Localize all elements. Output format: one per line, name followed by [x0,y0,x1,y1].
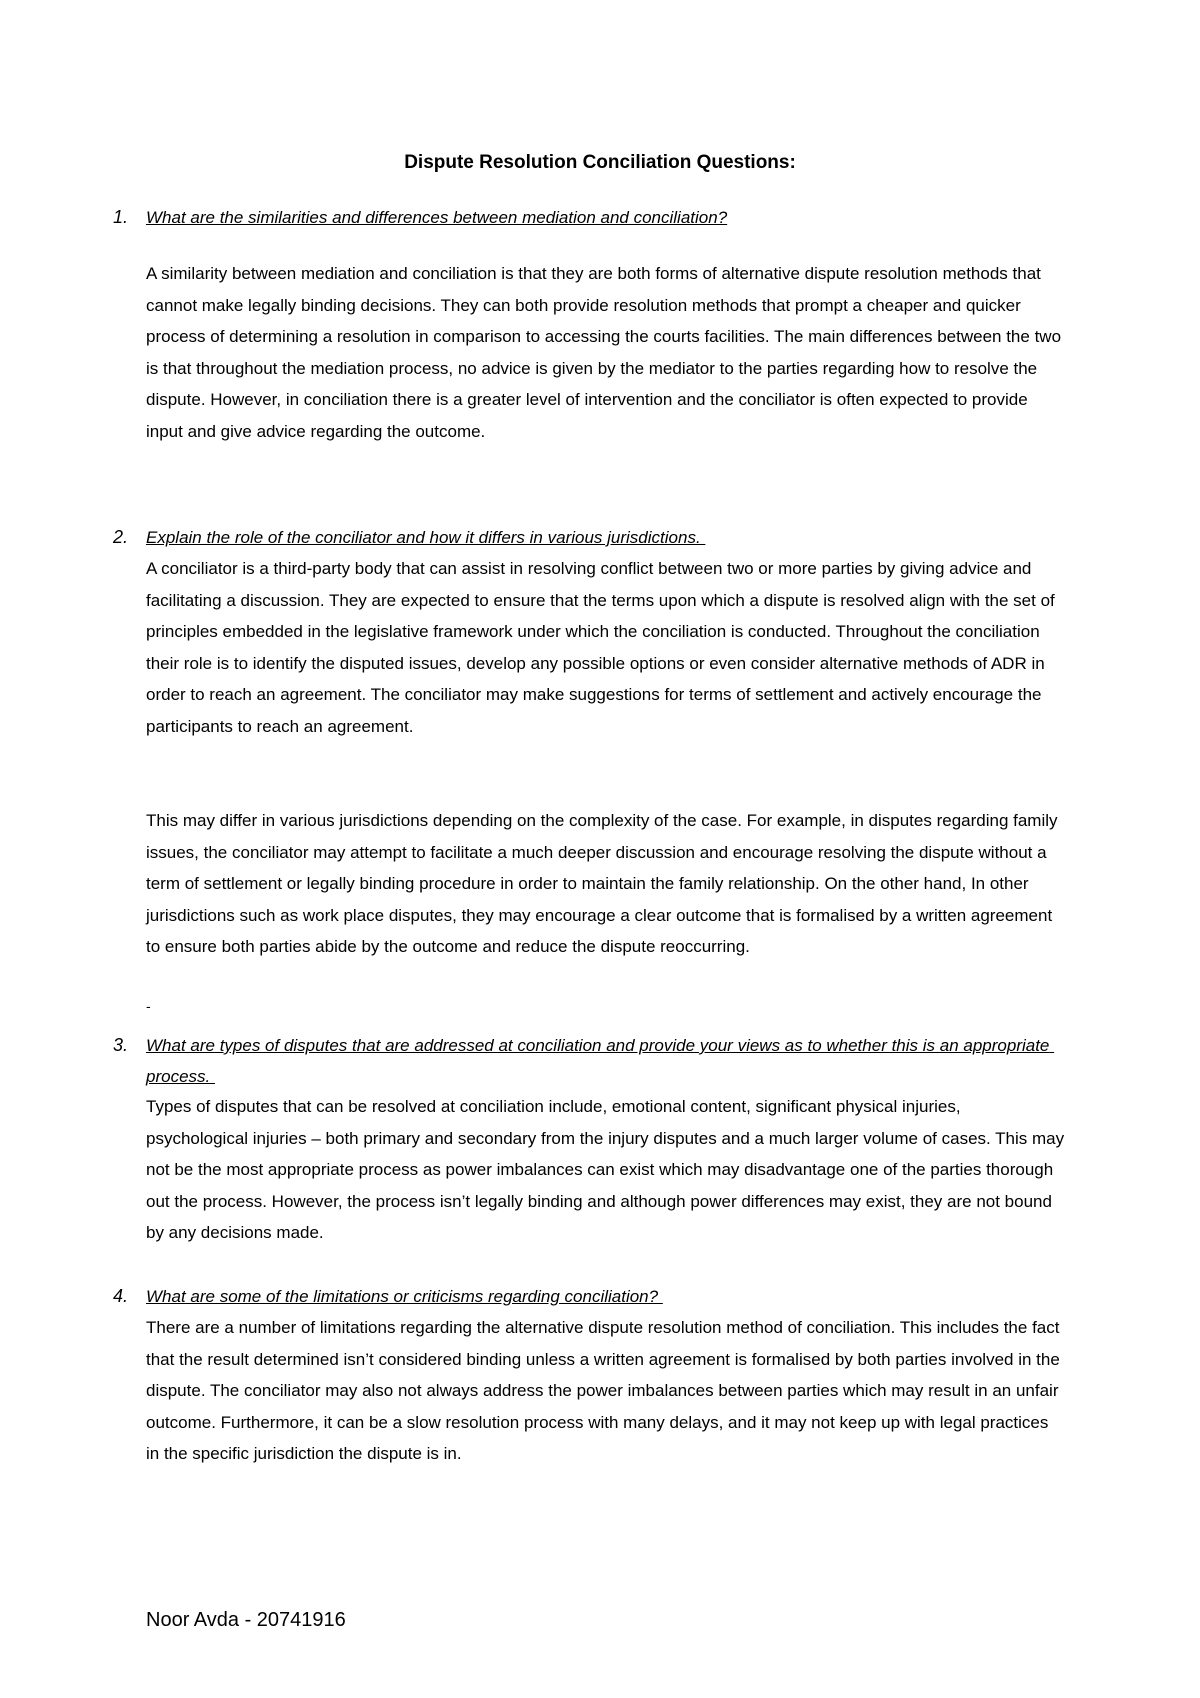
question-number: 4. [113,1286,129,1306]
question-1 [0,202,1200,233]
answer-paragraph: A similarity between mediation and conciliation is that they are both forms of alternative dispute resolution methods that cannot make legally binding decisions. They can both provide resolution methods that prompt a cheaper and quicker process of determining a resolution in comparison to accessing the courts facilities. The main differences between the two is that throughout the mediation process, no advice is given by the mediator to the parties regarding how to resolve the dispute. However, in conciliation there is a greater level of intervention and the conciliator is often expected to provide input and give advice regarding the outcome. [146,264,1062,441]
answer-paragraph: This may differ in various jurisdictions depending on the complexity of the case. For example, in disputes regarding family issues, the conciliator may attempt to facilitate a much deeper discussion and encourage resolving the dispute without a term of settlement or legally binding procedure in order to maintain the family relationship. On the other hand, In other jurisdictions such as work place disputes, they may encourage a clear outcome that is formalised by a written agreement to ensure both parties abide by the outcome and reduce the dispute reoccurring. [146,811,1058,957]
question-number: 3. [113,1035,129,1055]
document-title: Dispute Resolution Conciliation Questions: [404,152,796,173]
answer-paragraph: There are a number of limitations regarding the alternative dispute resolution method of conciliation. This includes the fact that the result determined isn’t considered binding unless a written agreement is formalised by both parties involved in the dispute. The conciliator may also not always address the power imbalances between parties which may result in an unfair outcome. Furthermore, it can be a slow resolution process with many delays, and it may not keep up with legal practices in the specific jurisdiction the dispute is in. [146,1318,1060,1464]
question-3 [0,1030,1200,1086]
question-number: 1. [113,207,129,227]
footer-author: Noor Avda - 20741916 [146,1609,346,1631]
question-text: What are the similarities and differences between mediation and conciliation? [146,208,728,227]
answer-paragraph: A conciliator is a third-party body that can assist in resolving conflict between two or more parties by giving advice and facilitating a discussion. They are expected to ensure that the terms upon which a dispute is resolved align with the set of principles embedded in the legislative framework under which the conciliation is conducted. Throughout the conciliation their role is to identify the disputed issues, develop any possible options or even consider alternative methods of ADR in order to reach an agreement. The conciliator may make suggestions for terms of settlement and actively encourage the participants to reach an agreement. [146,559,1055,736]
question-text: Explain the role of the conciliator and how it differs in various jurisdictions. [146,528,706,547]
question-text: What are types of disputes that are addressed at conciliation and provide your views as to whether this is an appropriate process. [146,1036,1055,1086]
question-text: What are some of the limitations or criticisms regarding conciliation? [146,1287,663,1306]
question-2 [0,522,1200,553]
stray-mark: - [146,998,151,1014]
question-4 [0,1281,1200,1312]
answer-paragraph: Types of disputes that can be resolved at conciliation include, emotional content, significant physical injuries, psychological injuries – both primary and secondary from the injury disputes and a much larger volume of cases. This may not be the most appropriate process as power imbalances can exist which may disadvantage one of the parties thorough out the process. However, the process isn’t legally binding and although power differences may exist, they are not bound by any decisions made. [146,1097,1065,1243]
question-number: 2. [113,527,129,547]
